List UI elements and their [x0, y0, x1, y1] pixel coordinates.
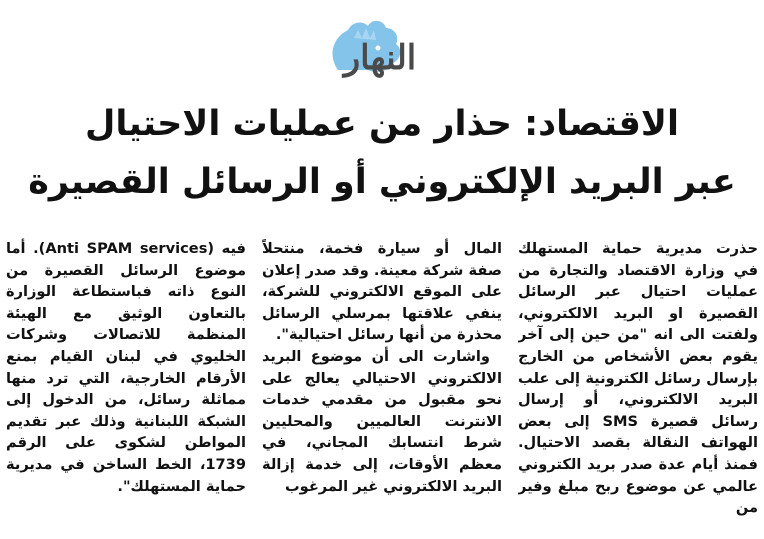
article-columns	[6, 238, 758, 536]
masthead	[0, 0, 764, 100]
headline-line-2: عبر البريد الإلكتروني أو الرسائل القصيرة	[28, 162, 736, 202]
article-column-3	[6, 238, 246, 536]
article-paragraph: حذرت مديرية حماية المستهلك في وزارة الاقتصاد والتجارة من عمليات احتيال عبر الرسائل القصيرة او البريد الالكتروني، ولفتت الى انه "من حين إلى آخر يقوم بعض الأشخاص من الخارج بإرسال رسائل الكترونية إلى علب البريد الالكتروني، أو إرسال رسائل قصيرة SMS إلى بعض الهواتف النقالة بقصد الاحتيال. فمنذ أيام عدة صدر بريد الكتروني عالمي عن موضوع ربح مبلغ وفير من	[518, 240, 758, 517]
newspaper-logo-text: النهار	[343, 38, 417, 78]
article-column-1	[518, 238, 758, 536]
article-paragraph: فيه (Anti SPAM services). أما موضوع الرسائل القصيرة من النوع ذاته فباستطاعة الوزارة بالتعاون الوثيق مع الهيئة المنظمة للاتصالات وشركات الخليوي في لبنان القيام بمنع الأرقام الخارجية، التي ترد منها مماثلة رسائل، من الدخول إلى الشبكة اللبنانية وذلك عبر تقديم المواطن لشكوى على الرقم 1739، الخط الساخن في مديرية حماية المستهلك".	[6, 240, 246, 495]
headline-line-1: الاقتصاد: حذار من عمليات الاحتيال	[85, 104, 679, 144]
article-column-2	[262, 238, 502, 536]
article-paragraph: واشارت الى أن موضوع البريد الالكتروني الاحتيالي يعالج على نحو مقبول من مقدمي خدمات الانترنت العالميين والمحليين شرط انتسابك المجاني، في معظم الأوقات، إلى خدمة إزالة البريد الالكتروني غير المرغوب	[262, 347, 502, 495]
article-paragraph: المال أو سيارة فخمة، منتحلاً صفة شركة معينة. وقد صدر إعلان على الموقع الالكتروني للشركة، ينفي علاقتها بمرسلي الرسائل محذرة من أنها رسائل احتيالية".	[262, 240, 502, 344]
